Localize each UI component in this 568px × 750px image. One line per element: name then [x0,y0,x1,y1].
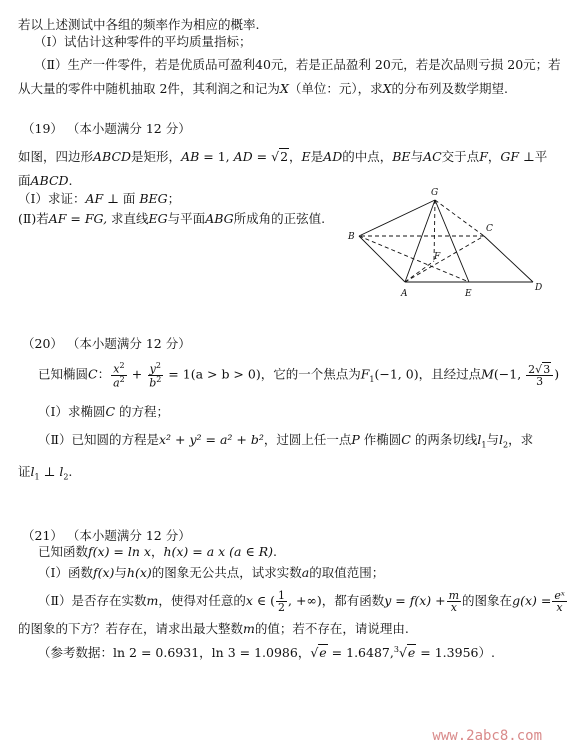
label-c: C [486,224,493,234]
segment-ac [405,236,484,282]
p20-question-2-line-2: 证$l_1$ ⊥ $l_2$. [18,464,73,482]
p20-stem: 已知椭圆C： $\frac{x^2}{a^2}$ + $\frac{y^2}{b^2}$ = 1(a > b > 0)，它的一个焦点为$F_1(-1$, 0)，且经过点M(−1, $\frac{2√3}{3}$ ) [38,361,560,390]
label-b: B [348,232,355,242]
cbrt-symbol: √ [398,645,407,661]
p20-question-1: （Ⅰ）求椭圆C 的方程； [38,404,170,419]
sqrt-symbol: √ [271,149,280,164]
label-e: E [465,289,472,299]
p21-question-1: （Ⅰ）函数f(x)与h(x)的图象无公共点，试求实数a的取值范围； [38,565,385,580]
label-g: G [431,188,439,198]
p19-question-2: (Ⅱ)若AF = FG, 求直线EG与平面ABG所成角的正弦值. [18,211,326,226]
fraction-m-x: $\frac{m}{x}$ [448,589,460,614]
p21-header: （21） （本小题满分 12 分） [22,528,191,543]
fraction-x2-a2: $\frac{x^2}{a^2}$ [113,361,125,390]
fraction-y2-b2: $\frac{y^2}{b^2}$ [149,361,162,390]
watermark: www.2abc8.com [432,728,542,744]
fraction-2sqrt3-3: $\frac{2√3}{3}$ [526,364,553,387]
p21-question-2-line-2: 的图象的下方？若存在，请求出最大整数m的值；若不存在，请说理由. [18,621,409,636]
edge-dc [484,236,533,282]
p19-header: （19） （本小题满分 12 分） [22,121,191,136]
sqrt-symbol: √ [310,645,319,661]
p18-question-2: （Ⅱ）生产一件零件，若是优质品可盈利40元，若是正品盈利 20元，若是次品则亏损 20元；若 [34,57,561,72]
fraction-one-half: $\frac{1}{2}$ [278,589,286,614]
geometry-figure [343,186,543,304]
p18-question-2-line-2: 从大量的零件中随机抽取 2件，其利润之和记为X（单位：元），求X的分布列及数学期望. [18,81,508,96]
p21-reference-data: （参考数据：ln 2 = 0.6931，ln 3 = 1.0986，√e = 1.6487,$^3$√e = 1.3956）. [38,645,495,661]
p18-question-1: （Ⅰ）试估计这种零件的平均质量指标； [34,34,252,49]
p18-continuation: 若以上述测试中各组的频率作为相应的概率. [18,17,260,32]
p20-question-2: （Ⅱ）已知圆的方程是x² + y² = a² + b²，过圆上任一点P 作椭圆C 的两条切线$l_1$与$l_2$，求 [38,432,534,450]
label-d: D [535,283,543,293]
p19-stem: 如图，四边形ABCD是矩形，AB = 1, AD = √2，E是AD的中点，BE与AC交于点F，GF ⊥平 [18,149,548,164]
edge-ba [359,236,405,282]
label-a: A [401,289,408,299]
segment-af [405,261,434,282]
p21-question-2: （Ⅱ）是否存在实数m，使得对任意的x ∈ ( $\frac{1}{2}$ , +∞)，都有函数y = f(x) + $\frac{m}{x}$ 的图象在g(x) = $\frac{\text{eˣ}}{x}$ [38,589,565,614]
p19-question-1: （Ⅰ）求证：AF ⊥ 面 BEG； [18,191,181,206]
fraction-ex-x: $\frac{\text{eˣ}}{x}$ [554,589,565,614]
p21-stem: 已知函数f(x) = ln x，h(x) = a x (a ∈ R). [38,544,277,559]
p19-stem-line-2: 面ABCD. [18,173,73,188]
label-f: F [434,252,441,262]
p20-header: （20） （本小题满分 12 分） [22,336,191,351]
